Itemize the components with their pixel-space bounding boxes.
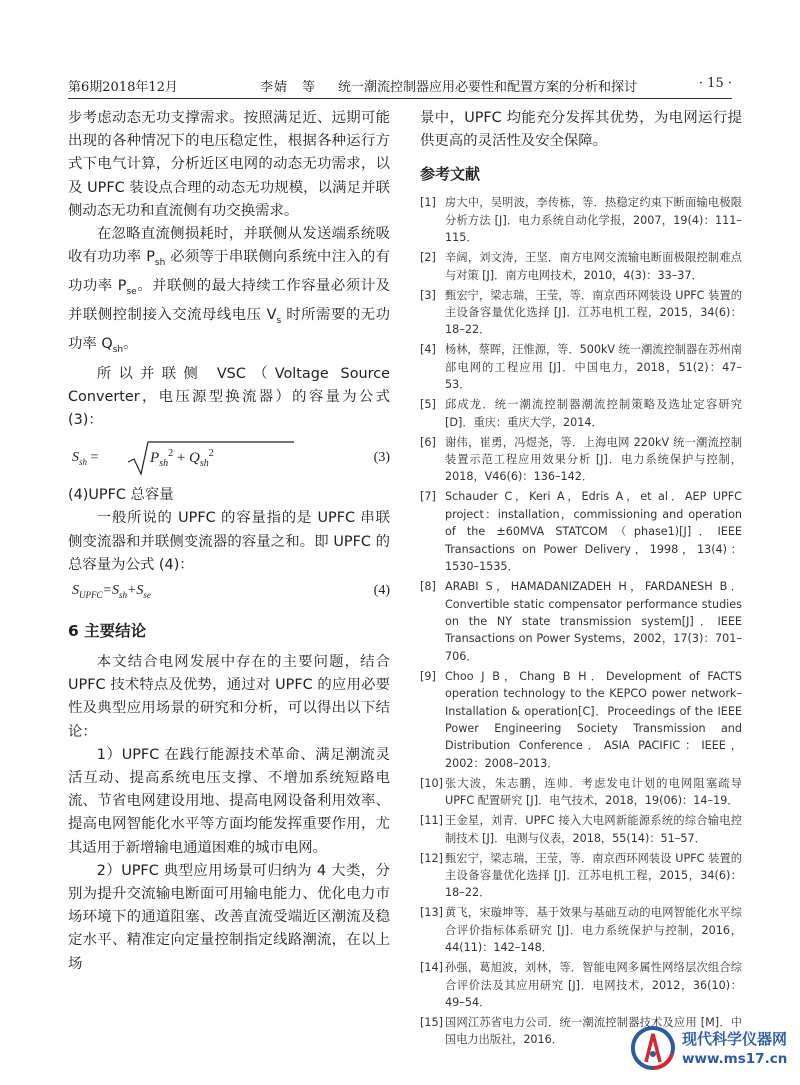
paragraph-conclusion-intro: 本文结合电网发展中存在的主要问题，结合 UPFC 技术特点及优势，通过对 UPFC 的应用必要性及典型应用场景的研究和分析，可以得出以下结论： [68, 653, 390, 740]
reference-text: 邱成龙．统一潮流控制器潮流控制策略及选址定容研究 [D]．重庆：重庆大学，2014． [445, 398, 742, 429]
left-column [68, 107, 390, 976]
paragraph-dc-loss: 在忽略直流侧损耗时，并联侧从发送端系统吸收有功功率 $P_{sh}$ 必须等于串联侧向系统中注入的有功功率 $P_{se}$。并联侧的最大持续工作容量必须计及并联侧控制接入交流母线电压 $V_s$ 时所需要的无功功率 $Q_{sh}$。 [68, 226, 391, 356]
reference-item [420, 812, 742, 847]
reference-item [420, 578, 742, 665]
formula-4 [68, 579, 390, 605]
reference-text: 谢伟，崔勇，冯煜尧，等．上海电网 220kV 统一潮流控制装置示范工程应用效果分析 [J]．电力系统保护与控制，2018，V46(6)：136–142． [445, 435, 742, 484]
paragraph-conclusion-2: 2）UPFC 典型应用场景可归纳为 4 大类，分别为提升交流输电断面可用输电能力、优化电力市场环境下的通道阻塞、改善直流受端近区潮流及稳定水平、精准定向定量控制指定线路潮流，在以上场 [68, 862, 390, 972]
formula-4-body: $S_{UPFC}=S_{sh}+S_{se}$ [72, 582, 151, 600]
reference-text: 孙强，葛旭波，刘林，等．智能电网多属性网络层次组合综合评价法及其应用研究 [J]．电网技术，2012，36(10)：49–54． [445, 961, 742, 1009]
paragraph-vsc-capacity: 所以并联侧 VSC（Voltage Source Converter，电压源型换流器）的容量为公式 (3)： [68, 365, 390, 428]
page-number: · 15 · [698, 76, 732, 91]
formula-3-number: (3) [373, 450, 390, 466]
formula-3 [68, 436, 390, 480]
reference-item [420, 194, 742, 246]
section-heading-conclusions: 6 主要结论 [68, 621, 147, 640]
reference-number: [5] [420, 398, 436, 412]
reference-text: 甄宏宁，梁志瑞，王莹，等．南京西环网装设 UPFC 装置的主设备容量优化选择 [J]．江苏电机工程，2015，34(6)：18–22． [445, 851, 742, 900]
subsection-upfc-total: (4)UPFC 总容量 [68, 487, 174, 504]
watermark-url: www.ms17.cn [682, 1051, 788, 1067]
reference-number: [13] [420, 906, 443, 920]
reference-number: [4] [420, 343, 436, 357]
reference-text: ARABI S，HAMADANIZADEH H，FARDANESH B．Convertible static compensator performance studies on the NY state transmission system[J]．IEEE Transactions on Power Systems，2002，17(3)：701–706． [445, 580, 742, 663]
reference-number: [1] [420, 196, 436, 210]
reference-item [420, 850, 742, 902]
formula-4-number: (4) [373, 582, 390, 598]
reference-text: 王金星，刘青．UPFC 接入大电网新能源系统的综合输电控制技术 [J]．电测与仪表，2018，55(14)：51–57． [445, 814, 742, 845]
right-column [420, 107, 742, 1051]
reference-number: [8] [420, 580, 436, 594]
reference-number: [7] [420, 490, 436, 504]
paragraph-conclusion-1: 1）UPFC 在践行能源技术革命、满足潮流灵活互动、提高系统电压支撑、不增加系统短路电流、节省电网建设用地、提高电网设备利用效率、提高电网智能化水平等方面均能发挥重要作用，尤其适用于新增输电通道困难的城市电网。 [68, 746, 390, 856]
reference-item [420, 249, 742, 284]
reference-text: 黄飞，宋璇坤等．基于效果与基础互动的电网智能化水平综合评价指标体系研究 [J]．电力系统保护与控制，2016，44(11)：142–148． [445, 906, 742, 955]
watermark-name: 现代科学仪器网 [682, 1030, 788, 1048]
watermark-logo [628, 1020, 800, 1082]
reference-text: 甄宏宁，梁志瑞，王莹，等．南京西环网装设 UPFC 装置的主设备容量优化选择 [J]．江苏电机工程，2015，34(6)：18–22． [445, 288, 742, 337]
reference-number: [3] [420, 288, 436, 302]
issue-date: 第6期2018年12月 [68, 80, 178, 95]
reference-item [420, 775, 742, 810]
reference-text: Schauder C，Keri A，Edris A，et al．AEP UPFC project：installation，commissioning and operation of the ±60MVA STATCOM（phase1)[J]．IEEE Transactions on Power Delivery，1998，13(4)：1530–1535． [445, 490, 742, 574]
reference-number: [9] [420, 669, 436, 683]
reference-number: [14] [420, 961, 443, 975]
header-article-title: 统一潮流控制器应用必要性和配置方案的分析和探讨 [338, 80, 638, 95]
paragraph-dynamic-reactive: 步考虑动态无功支撑需求。按照满足近、远期可能出现的各种情况下的电压稳定性，根据各种运行方式下电气计算，分析近区电网的动态无功需求，以及 UPFC 装设点合理的动态无功规模，以满足并联侧动态无功和直流侧有功交换需求。 [68, 110, 390, 219]
reference-text: 杨林，蔡晖，汪惟源，等．500kV 统一潮流控制器在苏州南部电网的工程应用 [J]．中国电力，2018，51(2)：47–53． [445, 343, 742, 392]
reference-text: 张大波，朱志鹏，连帅．考虑发电计划的电网阻塞疏导 UPFC 配置研究 [J]．电气技术，2018，19(06)：14–19． [445, 776, 742, 808]
reference-number: [2] [420, 251, 436, 265]
header-authors: 李婧 等 [260, 80, 317, 95]
reference-number: [15] [420, 1016, 443, 1029]
reference-text: 房大中，吴明波，李传栋，等．热稳定约束下断面输电极限分析方法 [J]．电力系统自动化学报，2007，19(4)：111–115． [445, 196, 742, 245]
paragraph-total-capacity: 一般所说的 UPFC 的容量指的是 UPFC 串联侧变流器和并联侧变流器的容量之和。即 UPFC 的总容量为公式 (4)： [68, 510, 390, 573]
reference-number: [6] [420, 435, 436, 449]
reference-list [420, 194, 742, 1048]
reference-text: 辛阔，刘文涛，王坚．南方电网交流输电断面极限控制难点与对策 [J]．南方电网技术，2010，4(3)：33–37． [445, 251, 742, 282]
reference-item [420, 668, 742, 772]
reference-item [420, 488, 742, 575]
paragraph-continued: 景中，UPFC 均能充分发挥其优势，为电网运行提供更高的灵活性及安全保障。 [420, 110, 742, 150]
reference-item [420, 959, 742, 1011]
reference-number: [12] [420, 851, 443, 865]
reference-number: [11] [420, 814, 443, 828]
header-title [260, 76, 637, 95]
reference-text: 国网江苏省电力公司．统一潮流控制器技术及应用 [M]．中国电力出版社，2016． [445, 1016, 742, 1047]
reference-number: [10] [420, 776, 443, 790]
reference-item [420, 434, 742, 486]
reference-text: Choo J B，Chang B H．Development of FACTS operation technology to the KEPCO power network–Installation & operation[C]．Proceedings of the IEEE Power Engineering Society Transmission and Distribution Conference．ASIA PACIFIC：IEEE，2002：2008–2013． [445, 669, 742, 770]
reference-item [420, 287, 742, 339]
reference-item [420, 341, 742, 393]
running-header [68, 68, 732, 99]
formula-3-lhs: $S_{sh}$ = [72, 450, 99, 467]
reference-item [420, 396, 742, 431]
references-heading: 参考文献 [420, 165, 481, 184]
instrument-logo-icon [628, 1024, 678, 1074]
reference-item [420, 904, 742, 956]
formula-3-radicand: $P_{sh}^2 + Q_{sh}^2$ [150, 448, 214, 470]
